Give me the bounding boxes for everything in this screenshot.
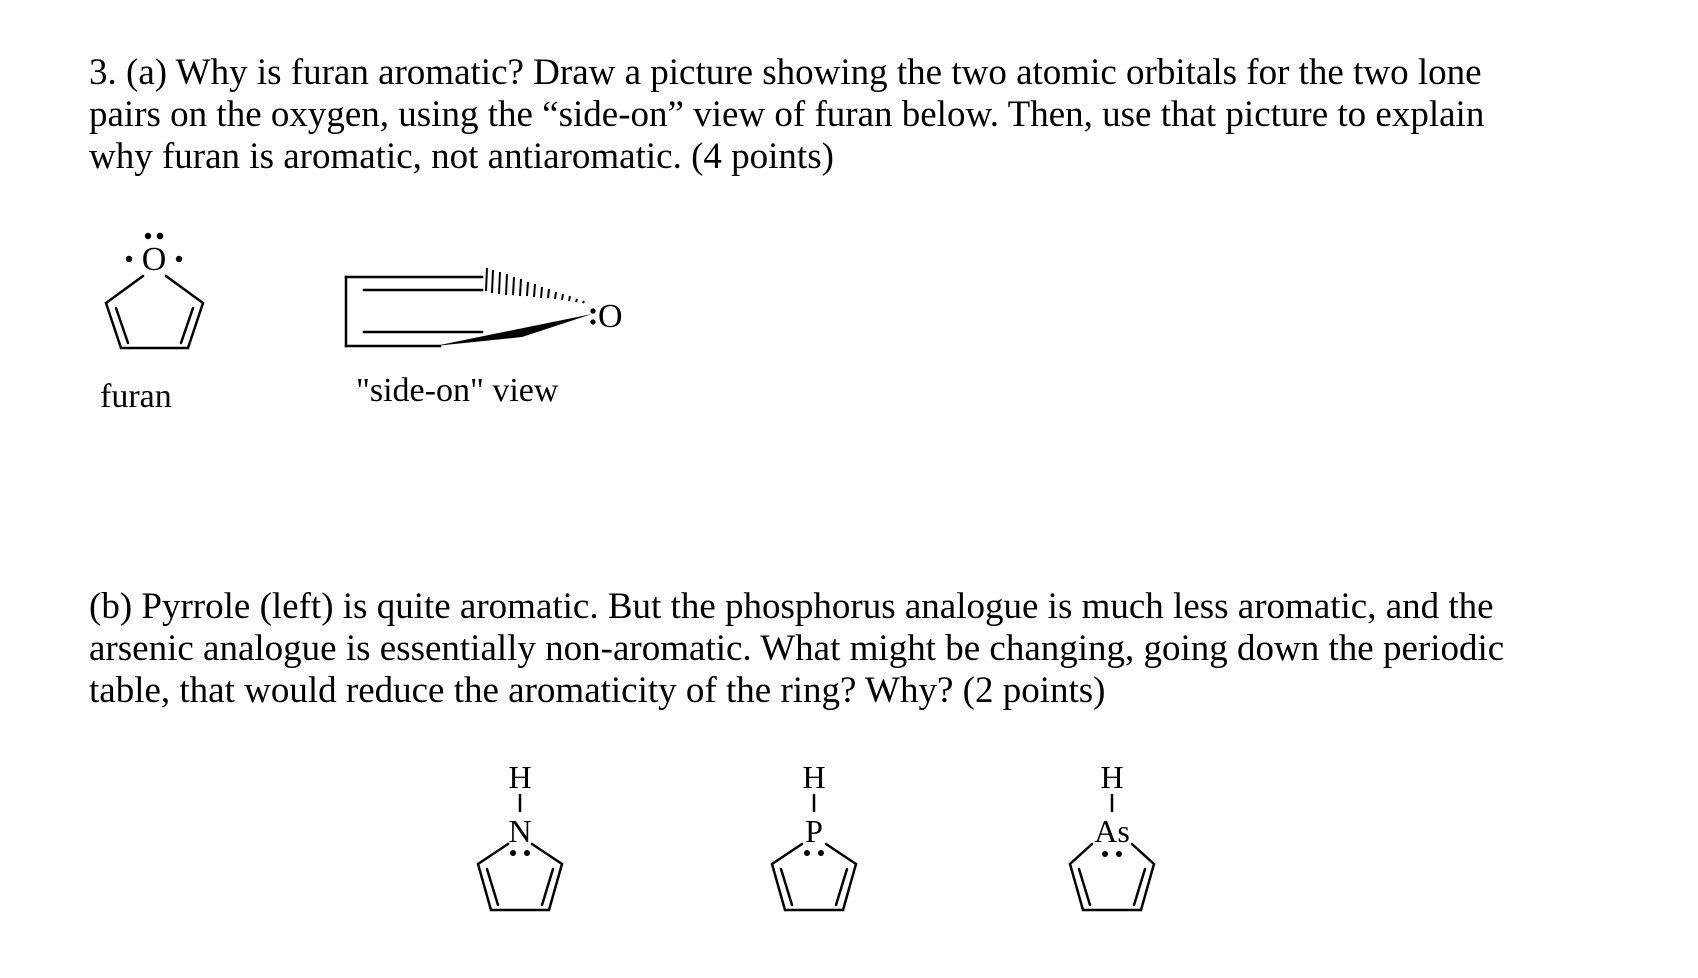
question-b-line: (b) Pyrrole (left) is quite aromatic. But the phosphorus analogue is much less aromatic, and the (89, 586, 1494, 627)
question-a-text (89, 52, 1649, 178)
side-on-oxygen-label: O (598, 298, 623, 335)
furan-structure (96, 220, 206, 360)
side-on-furan-structure (340, 262, 640, 362)
lone-pair-dot (590, 319, 595, 324)
lone-pair-dot (510, 850, 516, 856)
lone-pair-dot (145, 233, 151, 239)
arsole-arsenic-label: As (1094, 813, 1130, 849)
lone-pair-dot (1102, 851, 1108, 857)
question-a-line: why furan is aromatic, not antiaromatic. (4 points) (89, 136, 834, 177)
pyrrole-structure (470, 758, 570, 928)
wedge-bond (435, 314, 592, 346)
lone-pair-dot (590, 308, 595, 313)
lone-pair-dot (804, 850, 810, 856)
question-a-line: pairs on the oxygen, using the “side-on” view of furan below. Then, use that picture to explain (89, 94, 1485, 135)
phosphole-hydrogen-label: H (802, 759, 826, 795)
question-a-line: 3. (a) Why is furan aromatic? Draw a picture showing the two atomic orbitals for the two lone (89, 52, 1482, 93)
lone-pair-dot (157, 233, 163, 239)
lone-pair-dot (818, 850, 824, 856)
lone-pair-dot (524, 850, 530, 856)
furan-oxygen-label: O (141, 241, 167, 278)
lone-pair-dot (176, 256, 182, 262)
side-on-caption: "side-on" view (356, 372, 559, 409)
phosphole-structure (764, 758, 864, 928)
pyrrole-nitrogen-label: N (508, 813, 532, 849)
phosphole-phosphorus-label: P (805, 813, 823, 849)
lone-pair-dot (126, 256, 132, 262)
question-b-line: arsenic analogue is essentially non-aromatic. What might be changing, going down the periodic (89, 628, 1505, 669)
pyrrole-hydrogen-label: H (508, 759, 532, 795)
arsole-hydrogen-label: H (1100, 759, 1124, 795)
furan-caption: furan (100, 378, 172, 415)
question-b-line: table, that would reduce the aromaticity of the ring? Why? (2 points) (89, 670, 1106, 711)
arsole-structure (1062, 758, 1162, 928)
lone-pair-dot (1116, 851, 1122, 857)
question-b-text (89, 586, 1649, 712)
